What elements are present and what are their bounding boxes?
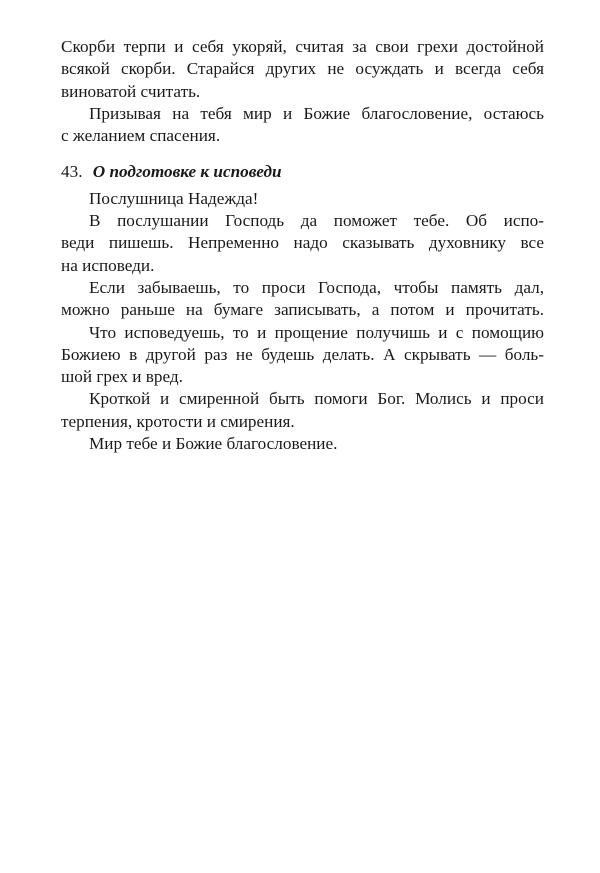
text-line: терпения, кротости и смирения. — [61, 411, 295, 431]
section-heading — [61, 161, 544, 183]
text-line: Что исповедуешь, то и прощение получишь и с помощию — [89, 322, 544, 342]
text-line: Божиею в другой раз не будешь делать. А скрывать — боль- — [61, 344, 544, 364]
text-line: на исповеди. — [61, 255, 155, 275]
paragraph — [61, 388, 544, 433]
paragraph — [61, 103, 544, 148]
text-line: всякой скорби. Старайся других не осуждать и всегда себя — [61, 59, 544, 79]
section-number: 43. — [61, 162, 83, 182]
text-line: можно раньше на бумаге записывать, а потом и прочитать. — [61, 300, 544, 320]
page-text — [61, 36, 544, 455]
text-line: Скорби терпи и себя укоряй, считая за свои грехи достойной — [61, 37, 544, 56]
paragraph — [61, 322, 544, 389]
text-line: шой грех и вред. — [61, 367, 183, 387]
paragraph — [61, 210, 544, 277]
paragraph — [61, 277, 544, 322]
text-line: Послушница Надежда! — [89, 188, 259, 208]
text-line: Призывая на тебя мир и Божие благословение, остаюсь — [89, 103, 544, 123]
paragraph — [61, 188, 544, 210]
paragraph — [61, 36, 544, 103]
paragraph — [61, 433, 544, 455]
text-line: с желанием спасения. — [61, 126, 221, 146]
text-line: Кроткой и смиренной быть помоги Бог. Молись и проси — [89, 389, 544, 409]
section-title: О подготовке к исповеди — [92, 162, 282, 182]
text-line: веди пишешь. Непременно надо сказывать духовнику все — [61, 233, 544, 253]
text-line: виноватой считать. — [61, 81, 201, 101]
text-line: Мир тебе и Божие благословение. — [89, 434, 338, 454]
text-line: В послушании Господь да поможет тебе. Об испо- — [89, 211, 544, 231]
text-line: Если забываешь, то проси Господа, чтобы память дал, — [89, 277, 544, 297]
